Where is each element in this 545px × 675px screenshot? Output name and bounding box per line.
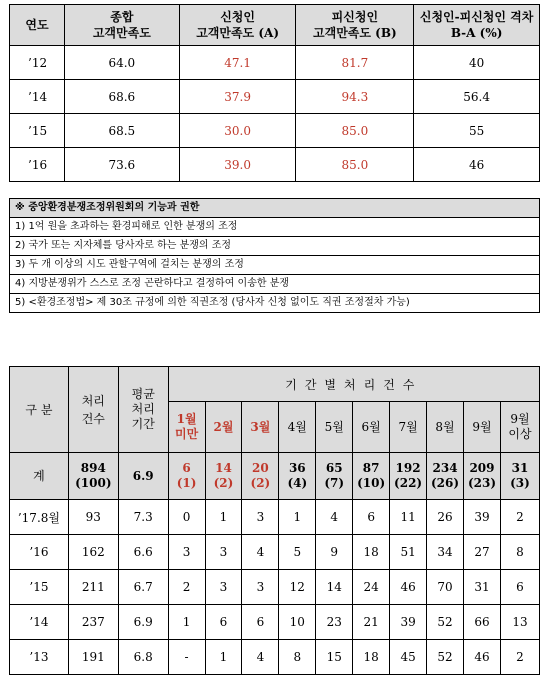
cell-pct: (2) (250, 476, 271, 490)
period-cell: 4 (242, 640, 279, 675)
header-period-group: 기간별처리건수 (168, 367, 539, 402)
row-avg: 6.7 (118, 570, 168, 605)
total-count-value: 894 (80, 461, 106, 475)
cell-pct: (2) (213, 476, 234, 490)
respondent-cell: 85.0 (296, 148, 414, 182)
row-count: 162 (68, 535, 118, 570)
row-avg: 7.3 (118, 500, 168, 535)
year-cell: ’16 (10, 148, 65, 182)
row-label: ’13 (10, 640, 69, 675)
row-count: 191 (68, 640, 118, 675)
applicant-cell: 37.9 (179, 80, 296, 114)
period-cell: 9 (316, 535, 353, 570)
period-header: 7월 (390, 402, 427, 453)
cell-value: 209 (469, 461, 495, 475)
period-header: 6월 (353, 402, 390, 453)
header-category: 구 분 (10, 367, 69, 453)
period-cell: 23 (316, 605, 353, 640)
period-cell: 3 (205, 535, 242, 570)
applicant-cell: 47.1 (179, 46, 296, 80)
year-cell: ’14 (10, 80, 65, 114)
period-cell: 27 (464, 535, 501, 570)
respondent-cell: 81.7 (296, 46, 414, 80)
respondent-cell: 85.0 (296, 114, 414, 148)
period-header (500, 402, 539, 453)
total-avg: 6.9 (118, 453, 168, 500)
period-cell: 18 (353, 535, 390, 570)
period-cell: 6 (242, 605, 279, 640)
period-cell: 4 (316, 500, 353, 535)
row-avg: 6.6 (118, 535, 168, 570)
period-cell: 0 (168, 500, 205, 535)
gap-cell: 55 (414, 114, 540, 148)
header-applicant-line1: 신청인 (220, 10, 255, 24)
header-gap (414, 5, 540, 46)
table-row (10, 46, 540, 80)
period-cell: 1 (205, 640, 242, 675)
table-row (10, 500, 540, 535)
period-cell: 6 (353, 500, 390, 535)
satisfaction-table (9, 4, 540, 182)
period-cell: 10 (279, 605, 316, 640)
period-cell: 1 (168, 605, 205, 640)
notes-item: 4) 지방분쟁위가 스스로 조정 곤란하다고 결정하여 이송한 분쟁 (10, 275, 539, 294)
header-total-satisfaction (64, 5, 179, 46)
period-cell: 3 (242, 500, 279, 535)
period-label: 9월 (510, 412, 530, 426)
period-cell: 39 (390, 605, 427, 640)
applicant-cell: 30.0 (179, 114, 296, 148)
header-avg-line2: 처리 (131, 402, 155, 416)
period-cell: 46 (464, 640, 501, 675)
period-cell: 51 (390, 535, 427, 570)
total-cell (316, 453, 353, 500)
total-cell (500, 453, 539, 500)
header-total-line2: 고객만족도 (92, 26, 151, 40)
period-cell: 1 (205, 500, 242, 535)
header-avg-period (118, 367, 168, 453)
year-cell: ’12 (10, 46, 65, 80)
period-cell: 14 (316, 570, 353, 605)
cell-pct: (3) (510, 476, 530, 490)
total-cell: 64.0 (64, 46, 179, 80)
period-cell: 5 (279, 535, 316, 570)
period-header: 5월 (316, 402, 353, 453)
period-cell: 3 (168, 535, 205, 570)
table-row (10, 570, 540, 605)
period-cell: 12 (279, 570, 316, 605)
cell-pct: (10) (357, 476, 386, 490)
total-cell (464, 453, 501, 500)
period-cell: 52 (427, 640, 464, 675)
period-label: 미만 (174, 427, 199, 441)
committee-functions-box (9, 198, 540, 313)
header-avg-line3: 기간 (131, 417, 155, 431)
cell-value: 36 (288, 461, 306, 475)
period-header: 3월 (242, 402, 279, 453)
total-cell (353, 453, 390, 500)
total-cell (168, 453, 205, 500)
period-cell: 52 (427, 605, 464, 640)
total-cell (279, 453, 316, 500)
cell-pct: (23) (467, 476, 497, 490)
table-row (10, 80, 540, 114)
total-cell: 68.6 (64, 80, 179, 114)
period-cell: 11 (390, 500, 427, 535)
row-count: 237 (68, 605, 118, 640)
header-gap-line2: B-A (%) (450, 26, 503, 40)
period-header: 4월 (279, 402, 316, 453)
period-cell: 2 (500, 500, 539, 535)
respondent-cell: 94.3 (296, 80, 414, 114)
header-applicant-satisfaction (179, 5, 296, 46)
header-applicant-line2: 고객만족도 (A) (196, 26, 279, 40)
notes-item: 1) 1억 원을 초과하는 환경피해로 인한 분쟁의 조정 (10, 218, 539, 237)
row-label: ’15 (10, 570, 69, 605)
period-cell: 39 (464, 500, 501, 535)
row-label: ’14 (10, 605, 69, 640)
period-header (168, 402, 205, 453)
total-count (68, 453, 118, 500)
period-cell: 3 (205, 570, 242, 605)
notes-item: 2) 국가 또는 지자체를 당사자로 하는 분쟁의 조정 (10, 237, 539, 256)
header-respondent-line2: 고객만족도 (B) (313, 26, 397, 40)
period-header: 9월 (464, 402, 501, 453)
notes-title: ※ 중앙환경분쟁조정위원회의 기능과 권한 (10, 199, 539, 218)
period-cell: 6 (500, 570, 539, 605)
period-cell: 21 (353, 605, 390, 640)
table-row (10, 148, 540, 182)
gap-cell: 46 (414, 148, 540, 182)
period-cell: 8 (500, 535, 539, 570)
cell-value: 6 (182, 461, 191, 475)
cell-value: 20 (252, 461, 269, 475)
header-respondent-line1: 피신청인 (331, 10, 379, 24)
notes-item: 5) <환경조정법> 제 30조 규정에 의한 직권조정 (당사자 신청 없이도 직권 조정절차 가능) (15, 297, 410, 308)
period-cell: 15 (316, 640, 353, 675)
table-row (10, 605, 540, 640)
processing-header-row (10, 367, 540, 402)
period-cell: 1 (279, 500, 316, 535)
cell-value: 192 (395, 461, 421, 475)
cell-pct: (7) (324, 476, 345, 490)
cell-value: 14 (215, 461, 232, 475)
header-count-line2: 건수 (81, 411, 105, 426)
period-cell: 2 (500, 640, 539, 675)
period-cell: 46 (390, 570, 427, 605)
period-label: 1월 (176, 412, 197, 426)
period-cell: 18 (353, 640, 390, 675)
table-row (10, 114, 540, 148)
period-cell: 24 (353, 570, 390, 605)
total-cell (390, 453, 427, 500)
period-cell: 70 (427, 570, 464, 605)
row-count: 211 (68, 570, 118, 605)
period-cell: 6 (205, 605, 242, 640)
cell-value: 234 (432, 461, 458, 475)
header-count (68, 367, 118, 453)
gap-cell: 40 (414, 46, 540, 80)
period-cell: 66 (464, 605, 501, 640)
cell-value: 87 (362, 461, 380, 475)
period-cell: 26 (427, 500, 464, 535)
header-total-line1: 종합 (110, 10, 134, 24)
year-cell: ’15 (10, 114, 65, 148)
applicant-cell: 39.0 (179, 148, 296, 182)
header-count-line1: 처리 (81, 393, 105, 408)
cell-pct: (1) (176, 476, 197, 490)
row-count: 93 (68, 500, 118, 535)
header-respondent-satisfaction (296, 5, 414, 46)
total-row (10, 453, 540, 500)
period-cell: 34 (427, 535, 464, 570)
row-avg: 6.9 (118, 605, 168, 640)
processing-data-rows (10, 500, 540, 675)
header-gap-line1: 신청인-피신청인 격차 (419, 10, 534, 24)
period-cell: 2 (168, 570, 205, 605)
row-label: ’16 (10, 535, 69, 570)
total-cell: 68.5 (64, 114, 179, 148)
period-cell: 3 (242, 570, 279, 605)
cell-pct: (4) (287, 476, 308, 490)
total-cell: 73.6 (64, 148, 179, 182)
total-label: 계 (10, 453, 69, 500)
header-year (10, 5, 65, 46)
header-year-label: 연도 (25, 18, 49, 32)
satisfaction-header-row (10, 5, 540, 46)
total-cell (205, 453, 242, 500)
period-header: 2월 (205, 402, 242, 453)
cell-value: 65 (325, 461, 343, 475)
period-cell: 45 (390, 640, 427, 675)
period-cell: 31 (464, 570, 501, 605)
total-cell (242, 453, 279, 500)
period-cell: 4 (242, 535, 279, 570)
period-cell: 8 (279, 640, 316, 675)
cell-pct: (22) (394, 476, 423, 490)
header-avg-line1: 평균 (131, 387, 155, 401)
period-label: 이상 (508, 427, 532, 441)
total-count-pct: (100) (75, 476, 112, 490)
table-row (10, 535, 540, 570)
total-cell (427, 453, 464, 500)
period-cell: - (168, 640, 205, 675)
row-label: ’17.8월 (10, 500, 69, 535)
cell-value: 31 (511, 461, 529, 475)
row-avg: 6.8 (118, 640, 168, 675)
gap-cell: 56.4 (414, 80, 540, 114)
period-cell: 13 (500, 605, 539, 640)
cell-pct: (26) (431, 476, 460, 490)
notes-item: 3) 두 개 이상의 시도 관할구역에 걸치는 분쟁의 조정 (10, 256, 539, 275)
processing-table (9, 366, 540, 675)
period-header: 8월 (427, 402, 464, 453)
table-row (10, 640, 540, 675)
